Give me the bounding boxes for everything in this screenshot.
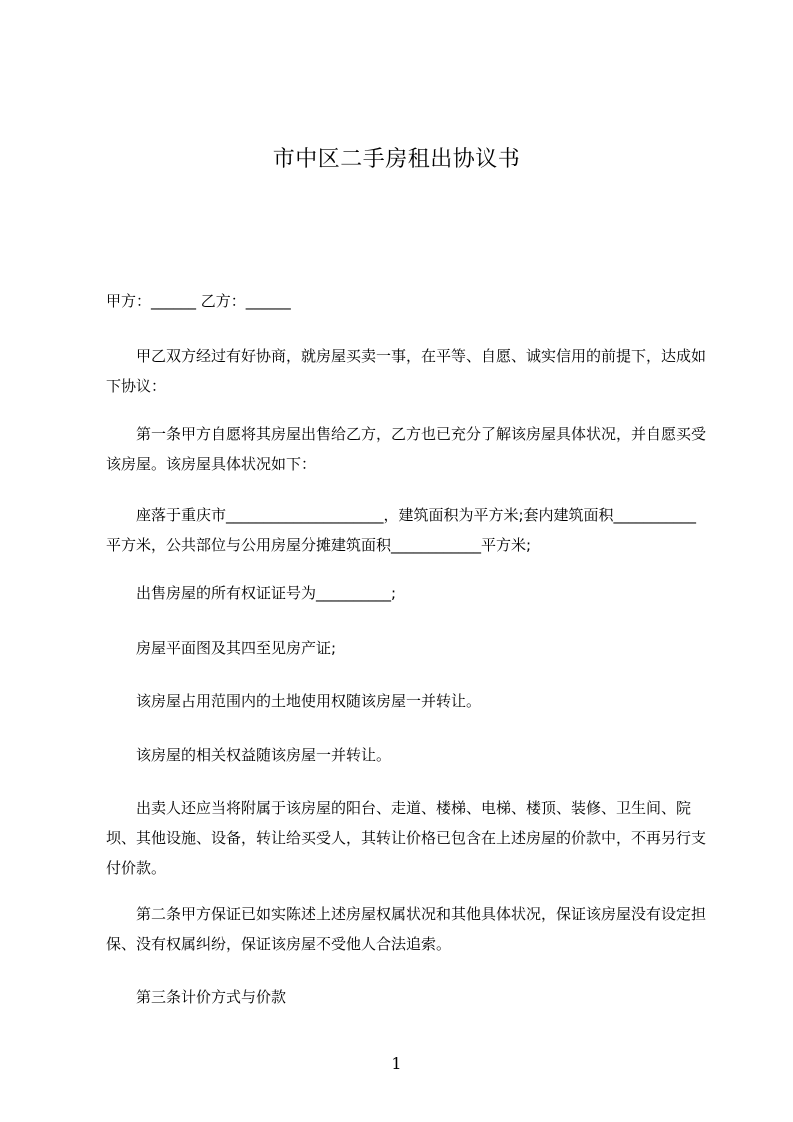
- paragraph-attachments: 出卖人还应当将附属于该房屋的阳台、走道、楼梯、电梯、楼顶、装修、卫生间、院坝、其他设施、设备，转让给买受人，其转让价格已包含在上述房屋的价款中，不再另行支付价款。: [106, 799, 707, 877]
- paragraph-location: 座落于重庆市_____________________，建筑面积为平方米;套内建筑面积___________平方米，公共部位与公用房屋分摊建筑面积____________平方米;: [106, 506, 697, 554]
- paragraph-article-1: 第一条甲方自愿将其房屋出售给乙方，乙方也已充分了解该房屋具体状况，并自愿买受该房屋。该房屋具体状况如下：: [106, 425, 707, 473]
- paragraph-certificate: 出售房屋的所有权证证号为__________;: [106, 584, 397, 602]
- paragraph-rights: 该房屋的相关权益随该房屋一并转让。: [106, 746, 392, 764]
- paragraph-land-use: 该房屋占用范围内的土地使用权随该房屋一并转让。: [106, 692, 482, 710]
- page-number: 1: [391, 1054, 402, 1073]
- paragraph-intro: 甲乙双方经过有好协商，就房屋买卖一事，在平等、自愿、诚实信用的前提下，达成如下协议：: [106, 347, 707, 395]
- paragraph-article-2: 第二条甲方保证已如实陈述上述房屋权属状况和其他具体状况，保证该房屋没有设定担保、没有权属纠纷，保证该房屋不受他人合法追索。: [106, 905, 707, 953]
- document-title: 市中区二手房租出协议书: [272, 147, 521, 172]
- parties-line: 甲方：______ 乙方：______: [106, 292, 291, 310]
- paragraph-floor-plan: 房屋平面图及其四至见房产证;: [106, 639, 337, 657]
- paragraph-article-3: 第三条计价方式与价款: [106, 988, 287, 1006]
